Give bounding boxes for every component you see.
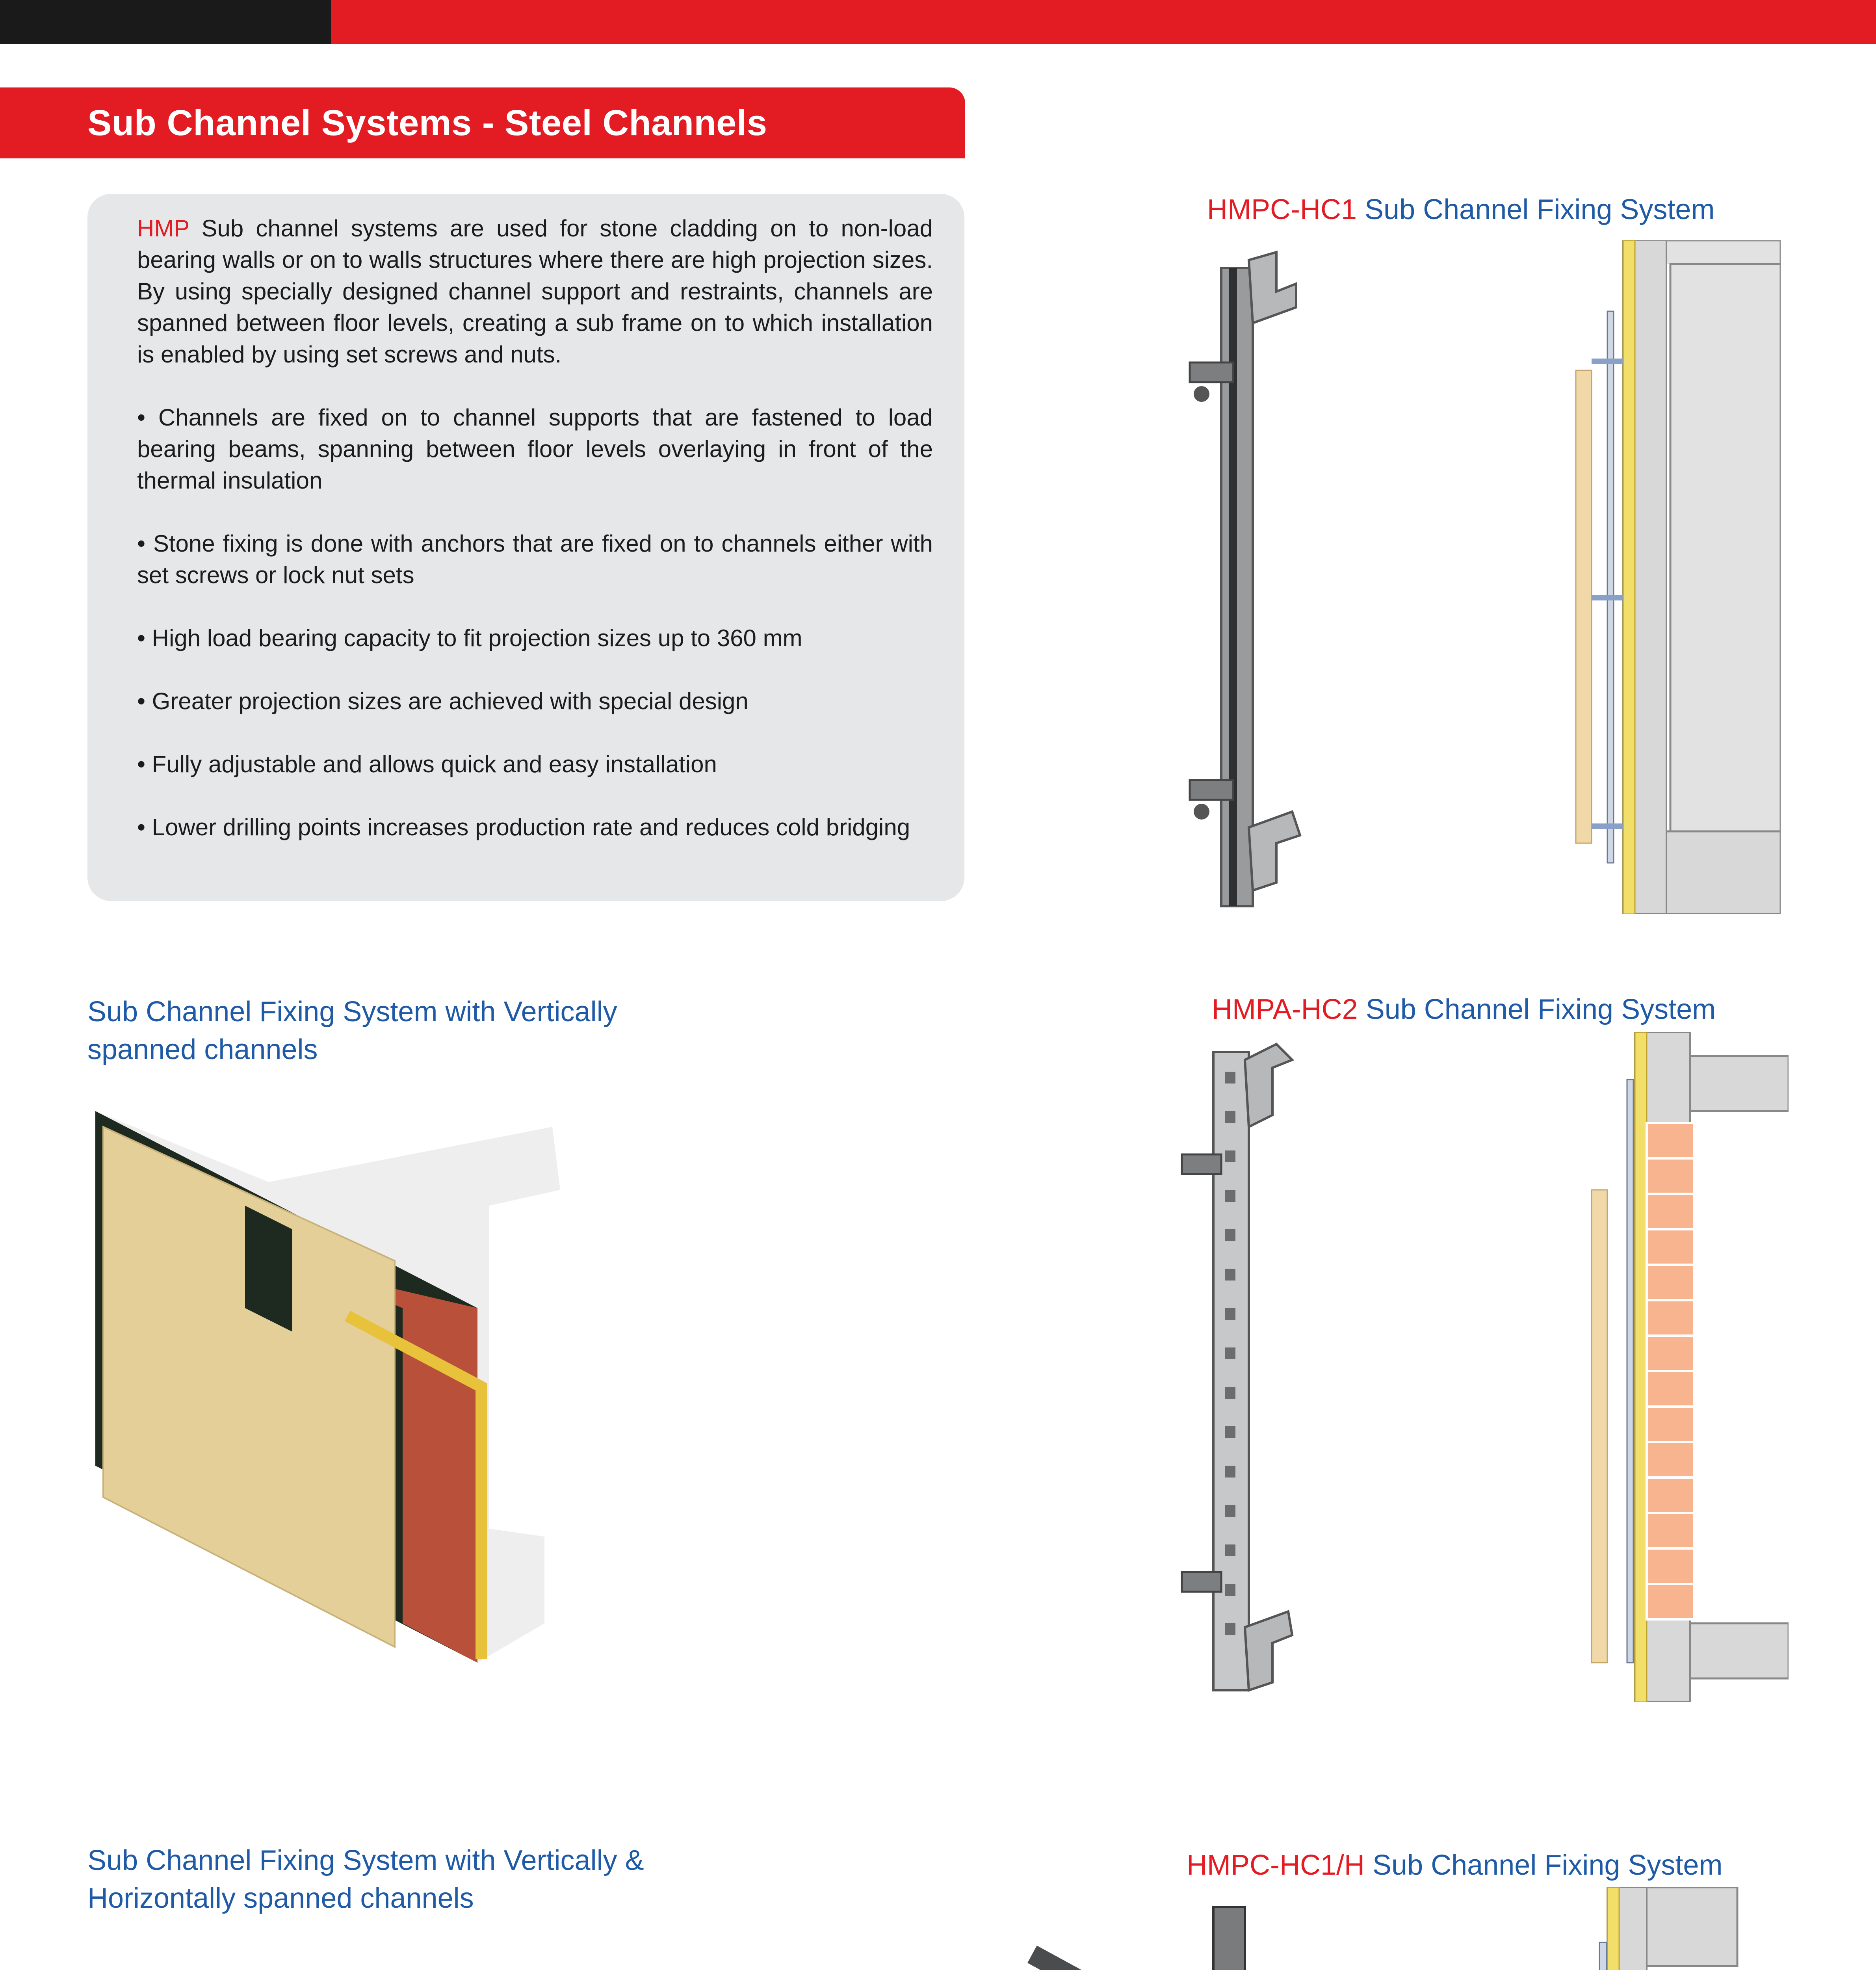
hc1h-channel-illustration xyxy=(1024,1891,1387,1970)
hc1-name: Sub Channel Fixing System xyxy=(1357,194,1715,225)
vertical-caption-line2: spanned channels xyxy=(87,1034,318,1065)
hc1h-heading xyxy=(1187,1846,1722,1884)
hc2-name: Sub Channel Fixing System xyxy=(1358,994,1716,1025)
hc2-section-diagram xyxy=(1588,1032,1789,1702)
hc1h-name: Sub Channel Fixing System xyxy=(1365,1849,1723,1881)
intro-box xyxy=(87,194,964,901)
bullet-item: • Channels are fixed on to channel supports that are fastened to load bearing beams, spanning between floor levels overlaying in front of the thermal insulation xyxy=(137,404,933,494)
top-bar-black xyxy=(0,0,331,44)
hc1-code: HMPC-HC1 xyxy=(1207,194,1357,225)
intro-lead: Sub channel systems are used for stone cladding on to non-load bearing walls or on to walls structures where there are high projection sizes. By using specially designed channel support and restraints, channels are spanned between floor levels, creating a sub frame on to which installation is enabled by using set screws and nuts. xyxy=(137,215,933,368)
hc2-code: HMPA-HC2 xyxy=(1212,994,1358,1025)
bullet-item: • Stone fixing is done with anchors that are fixed on to channels either with set screws or lock nut sets xyxy=(137,530,933,588)
brand-name: HMP xyxy=(137,215,189,242)
hc2-heading xyxy=(1212,991,1716,1028)
vertical-caption-line1: Sub Channel Fixing System with Vertically xyxy=(87,996,617,1028)
top-bar-red xyxy=(331,0,1876,44)
both-caption-line2: Horizontally spanned channels xyxy=(87,1883,474,1914)
hc1h-section-diagram xyxy=(1544,1887,1773,1970)
hc1-channel-illustration xyxy=(1174,244,1304,914)
hc1-heading xyxy=(1207,191,1714,229)
bullet-item: • Lower drilling points increases production rate and reduces cold bridging xyxy=(137,814,910,840)
hc1-section-diagram xyxy=(1552,240,1781,914)
both-wall-illustration xyxy=(87,1962,576,1970)
vertical-wall-illustration xyxy=(87,1087,576,1671)
bullet-item: • Greater projection sizes are achieved with special design xyxy=(137,688,749,714)
bullet-item: • Fully adjustable and allows quick and easy installation xyxy=(137,751,717,777)
both-caption-line1: Sub Channel Fixing System with Vertically & xyxy=(87,1845,644,1876)
hc1h-code: HMPC-HC1/H xyxy=(1187,1849,1365,1881)
both-caption xyxy=(87,1842,644,1917)
bullet-item: • High load bearing capacity to fit projection sizes up to 360 mm xyxy=(137,625,802,651)
vertical-caption xyxy=(87,993,617,1069)
hc2-channel-illustration xyxy=(1174,1036,1304,1706)
title-bar xyxy=(0,87,965,158)
page-title: Sub Channel Systems - Steel Channels xyxy=(87,102,767,143)
intro-paragraph xyxy=(137,213,933,370)
